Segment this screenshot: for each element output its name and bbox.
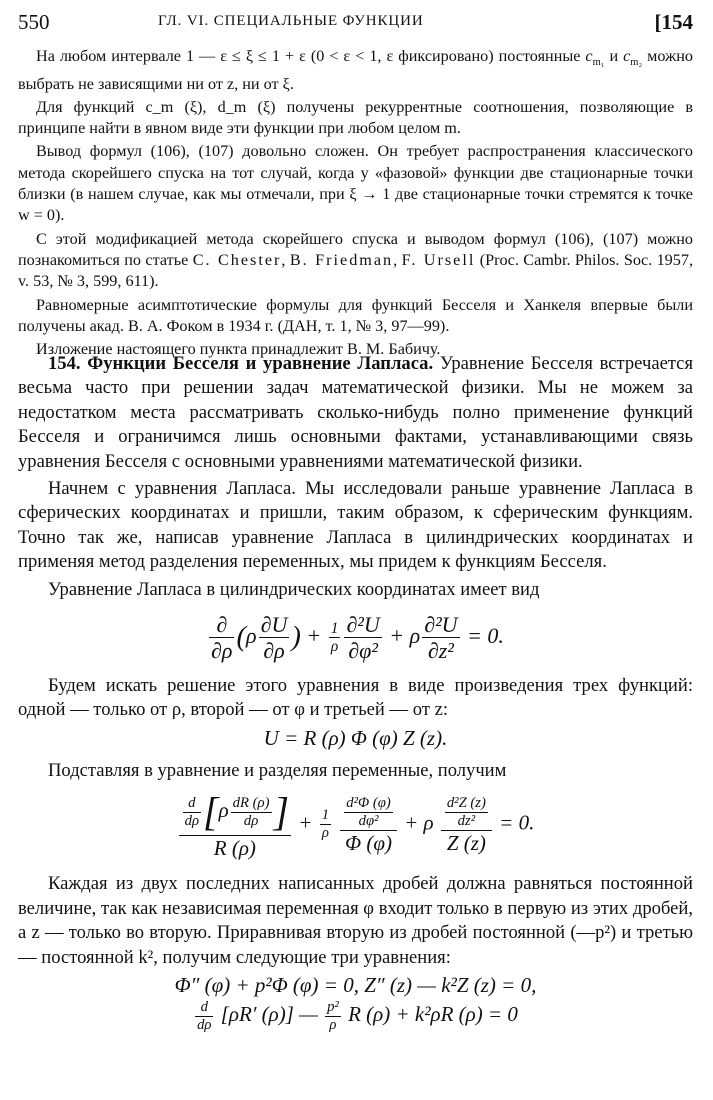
section-paragraph-1: 154. Функции Бесселя и уравнение Лапласа. Уравнение Бесселя встречается весьма часто при решении задач математической физики. Мы не можем за недостатком места рассматривать сколько-нибудь полно применение функций Бесселя и ограничимся лишь основными фактами, устанавливающими связь уравнения Бесселя с основными уравнениями математической физики. (18, 353, 693, 472)
section-mark: [154 (654, 10, 693, 34)
section-paragraph-4: Будем искать решение этого уравнения в виде произведения трех функций: одной — только от ρ, второй — от φ и третьей — от z: (18, 674, 693, 721)
author-ursell: F. Ursell (401, 250, 476, 269)
section-paragraph-2: Начнем с уравнения Лапласа. Мы исследовали раньше уравнение Лапласа в сферических координатах и пришли, таким образом, к сферическим функциям. Точно так же, написав уравнение Лапласа в цилиндрических координатах и применяя метод разделения переменных, мы придем к функциям Бесселя. (18, 478, 693, 573)
author-chester: C. Chester (192, 250, 282, 269)
intro-paragraph-6: Изложение настоящего пункта принадлежит В. М. Бабичу. (36, 340, 441, 359)
section-paragraph-6: Каждая из двух последних написанных дробей должна равняться постоянной величине, так как независимая переменная φ входит только в первую из этих дробей, а z — только во вторую. Приравнивая вторую из дробей постоянной (—p²) и третью — постоянной k², получим следующие три уравнения: (18, 873, 693, 968)
section-paragraph-3: Уравнение Лапласа в цилиндрических координатах имеет вид (48, 578, 540, 600)
section-paragraph-5: Подставляя в уравнение и разделяя переменные, получим (48, 759, 507, 781)
equation-three-odes-line1: Φ″ (φ) + p²Φ (φ) = 0, Z″ (z) — k²Z (z) = 0, (174, 972, 537, 997)
page-header (18, 10, 693, 40)
intro-paragraph-4: С этой модификацией метода скорейшего спуска и выводом формул (106), (107) можно познакомиться по статье C. Chester, B. Friedman, F. Ursell (Proc. Cambr. Philos. Soc. 1957, v. 53, № 3, 599, 611). (18, 229, 694, 291)
intro-paragraph-1: На любом интервале 1 — ε ≤ ξ ≤ 1 + ε (0 < ε < 1, ε фиксировано) постоянные $c_{m_1}$ и $c_{m_2}$ можно выбрать не зависящими ни от z, ни от ξ. (18, 47, 693, 93)
intro-paragraph-5: Равномерные асимптотические формулы для функций Бесселя и Ханкеля впервые были получены акад. В. А. Фоком в 1934 г. (ДАН, т. 1, № 3, 97—99). (18, 295, 693, 335)
section-heading: 154. Функции Бесселя и уравнение Лапласа. (48, 353, 434, 374)
equation-separated: $\frac{d}{d\rho}$ [ρ $\frac{dR (\rho)}{d\rho}$ ] R (ρ) + $\frac{1}{\rho}$ $\frac{\frac{\text{d²Φ (φ)}}{\text{dφ²}}}{\Phi (\varphi)}$ + ρ $\frac{\frac{\text{d²Z (z)}}{\text{dz²}}}{Z (z)}$ = 0. (18, 789, 693, 860)
equation-product-solution: U = R (ρ) Φ (φ) Z (z). (263, 726, 448, 751)
intro-small-print (18, 46, 693, 362)
equation-laplace-cylindrical: $\frac{\partial}{\partial\rho}$ (ρ $\frac{\partial U}{\partial\rho}$ ) + $\frac{1}{\rho}$ $\frac{\text{∂²U}}{\text{∂φ²}}$ + ρ $\frac{\text{∂²U}}{\text{∂z²}}$ = 0. (211, 612, 504, 664)
intro-paragraph-3: Вывод формул (106), (107) довольно сложен. Он требует распространения классического метода скорейшего спуска на тот случай, когда у «фазовой» функции две стационарные точки близки (в нашем случае, как мы отмечали, при ξ → 1 две стационарные точки стремятся к точке w = 0). (18, 142, 693, 225)
author-friedman: B. Friedman (289, 250, 394, 269)
chapter-title: ГЛ. VI. СПЕЦИАЛЬНЫЕ ФУНКЦИИ (158, 13, 424, 29)
section-154 (18, 352, 693, 1036)
equation-three-odes-line2: $\frac{d}{d\rho}$ [ρR′ (ρ)] — $\frac{\text{p²}}{\rho}$ R (ρ) + k²ρR (ρ) = 0 (197, 999, 518, 1034)
intro-paragraph-2: Для функций c_m (ξ), d_m (ξ) получены рекуррентные соотношения, позволяющие в принципе найти в явном виде эти функции при любом целом m. (18, 97, 693, 138)
page-number: 550 (18, 10, 50, 34)
